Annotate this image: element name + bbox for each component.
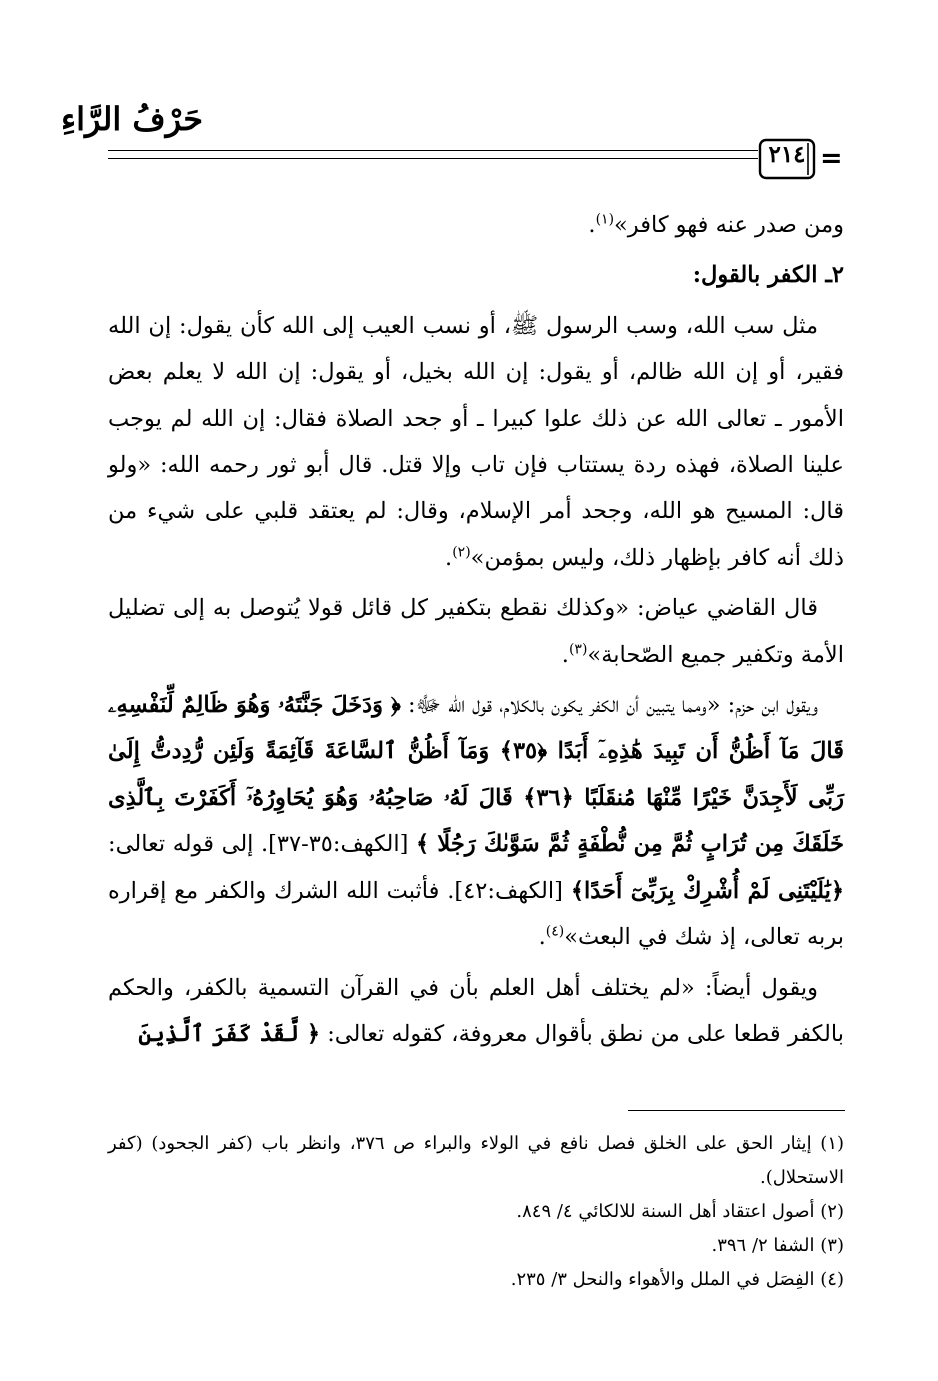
paragraph-5-text: ويقول أيضاً: «لم يختلف أهل العلم بأن في القرآن التسمية بالكفر، والحكم بالكفر قطعا على من نطق بأقوال معروفة، كقوله تعالى: bbox=[108, 974, 844, 1047]
paragraph-3 bbox=[108, 585, 844, 678]
footnote-4: (٤) الفِصَل في الملل والأهواء والنحل ٣/ ٢٣٥. bbox=[510, 1269, 844, 1290]
paragraph-1 bbox=[108, 202, 844, 248]
paragraph-5 bbox=[108, 965, 844, 1058]
footnote-separator bbox=[628, 1110, 845, 1111]
footnote-3: (٣) الشفا ٢/ ٣٩٦. bbox=[711, 1235, 844, 1256]
footnote-ref-4: (٤) bbox=[545, 923, 565, 940]
paragraph-4 bbox=[108, 682, 844, 960]
paragraph-1-end: . bbox=[588, 212, 596, 238]
header-rule-top bbox=[108, 150, 758, 151]
page-number: ٢١٤ bbox=[768, 141, 806, 168]
footnote-ref-1: (١) bbox=[595, 211, 615, 228]
page-number-badge bbox=[758, 138, 816, 180]
footnote-2: (٢) أصول اعتقاد أهل السنة للالكائي ٤/ ٨٤٩. bbox=[516, 1201, 844, 1222]
paragraph-4-intro: ويقول ابن حزم: «ومما يتبين أن الكفر يكون بالكلام، قول الله ﷻ: bbox=[408, 692, 819, 719]
paragraph-2-text: مثل سب الله، وسب الرسول ﷺ، أو نسب العيب إلى الله كأن يقول: إن الله فقير، أو إن الله ظالم، أو يقول: إن الله بخيل، أو يقول: إن الله لا يعلم بعض الأمور ـ تعالى الله عن ذلك علوا كبيرا ـ أو جحد الصلاة فقال: إن الله لم يوجب علينا الصلاة، فهذه ردة يستتاب فإن تاب وإلا قتل. قال أبو ثور رحمه الله: «ولو قال: المسيح هو الله، وجحد أمر الإسلام، وقال: لم يعتقد قلبي على شيء من ذلك أنه كافر بإظهار ذلك، وليس بمؤمن» bbox=[108, 312, 844, 571]
header-rule-bottom bbox=[108, 158, 758, 159]
paragraph-1-text: ومن صدر عنه فهو كافر» bbox=[614, 212, 844, 238]
paragraph-4-end: . bbox=[538, 924, 546, 951]
running-title: حَرْفُ الرَّاءِ bbox=[61, 100, 203, 138]
quran-verse-2: ﴿يَٰلَيْتَنِى لَمْ أُشْرِكْ بِرَبِّىٓ أَحَدًا﴾ bbox=[570, 877, 845, 904]
footnotes bbox=[108, 1127, 844, 1297]
quran-citation-2: [الكهف:٤٢]. فأثبت الله الشرك والكفر مع إقراره بربه تعالى، إذ شك في البعث» bbox=[108, 877, 844, 951]
section-heading: ٢ـ الكفر بالقول: bbox=[692, 262, 844, 289]
main-text bbox=[108, 202, 844, 1061]
footnote-1: (١) إيثار الحق على الخلق فصل نافع في الولاء والبراء ص ٣٧٦، وانظر باب (كفر الجحود) (كفر الاستحلال). bbox=[108, 1133, 845, 1188]
quran-verse-1: ﴿ وَدَخَلَ جَنَّتَهُۥ وَهُوَ ظَالِمٌ لِّنَفْسِهِۦ قَالَ مَآ أَظُنُّ أَن تَبِيدَ هَٰذِهِۦٓ أَبَدًا ﴿٣٥﴾ وَمَآ أَظُنُّ ٱلسَّاعَةَ قَآئِمَةً وَلَئِن رُّدِدتُّ إِلَىٰ رَبِّى لَأَجِدَنَّ خَيْرًا مِّنْهَا مُنقَلَبًا ﴿٣٦﴾ قَالَ لَهُۥ صَاحِبُهُۥ وَهُوَ يُحَاوِرُهُۥٓ أَكَفَرْتَ بِٱلَّذِى خَلَقَكَ مِن تُرَابٍ ثُمَّ مِن نُّطْفَةٍ ثُمَّ سَوَّىٰكَ رَجُلًا ﴾ bbox=[108, 692, 845, 858]
footnote-ref-3: (٣) bbox=[568, 641, 588, 658]
paragraph-3-text: قال القاضي عياض: «وكذلك نقطع بتكفير كل قائل قولا يُتوصل به إلى تضليل الأمة وتكفير جميع الصّحابة» bbox=[108, 595, 844, 668]
footnote-ref-2: (٢) bbox=[452, 544, 471, 561]
paragraph-2-end: . bbox=[445, 544, 453, 571]
quran-verse-3: ﴿ لَّقَدْ كَفَرَ ٱلَّذِينَ bbox=[138, 1020, 321, 1047]
paragraph-3-end: . bbox=[561, 641, 569, 668]
paragraph-2 bbox=[108, 303, 844, 581]
header-ornament: = bbox=[820, 143, 843, 174]
quran-citation-1: [الكهف:٣٥-٣٧]. إلى قوله تعالى: bbox=[108, 831, 409, 858]
